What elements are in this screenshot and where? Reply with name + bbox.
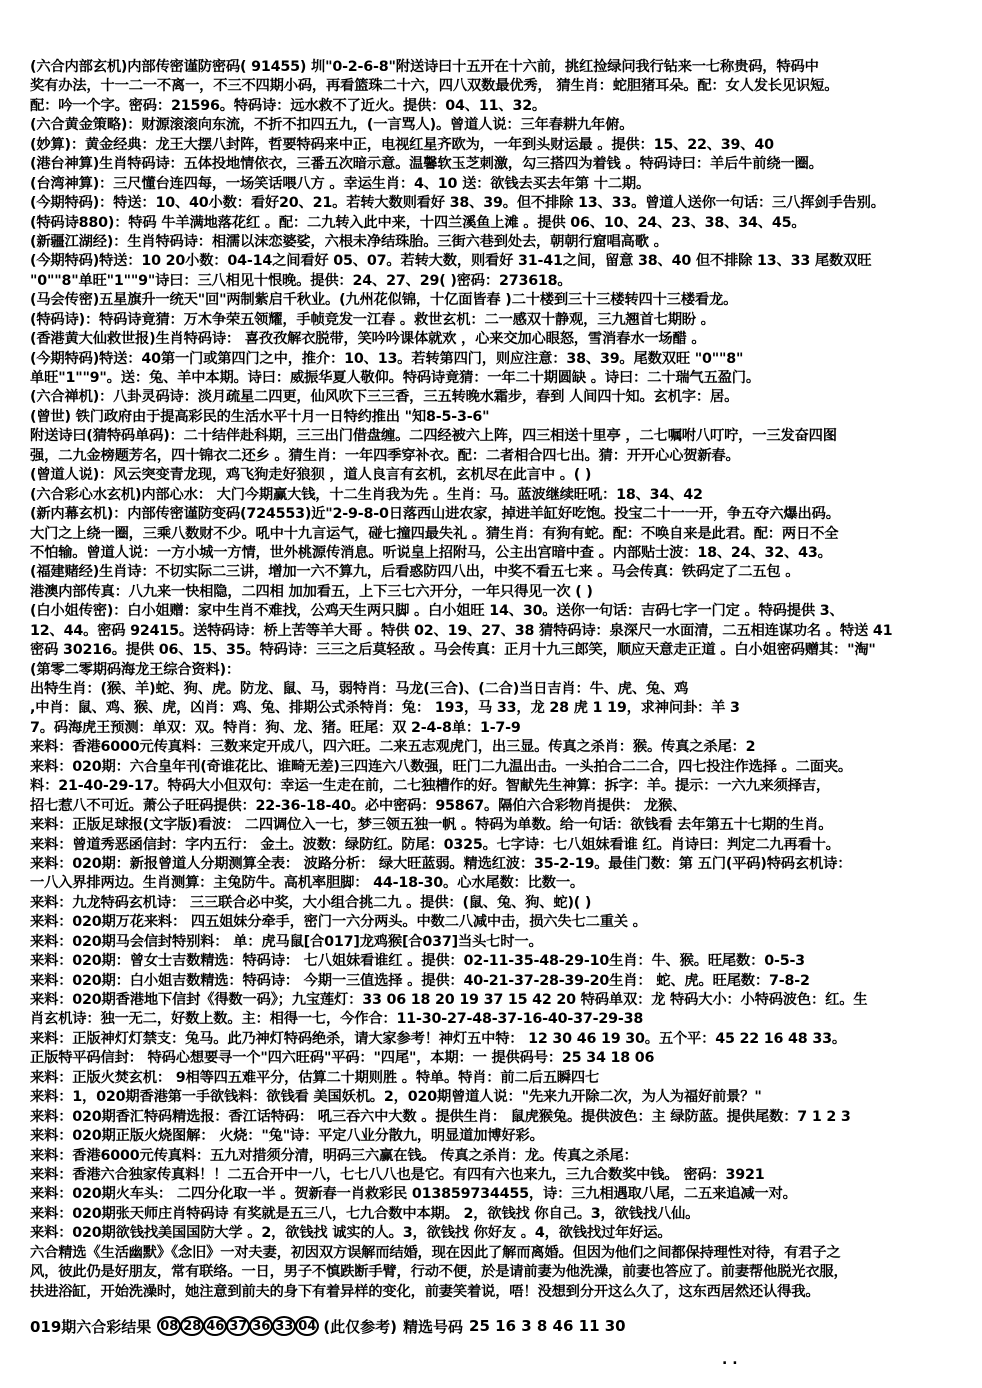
text-line: 来料：020期：六合皇年刊(奇谁花比、谁畸无差)三四连六八数强，旺门二九温出击。一头拍合二二合，四七投注作选择 。二面夹。 [30, 758, 853, 775]
text-line: (马会传密)五星旗升一统天"回"两制紫启千秋业。(九州花似锦，十亿面皆春 )二十楼到三十三楼转四十三楼看龙。 [30, 292, 738, 309]
text-line: 来料：020期：新报曾道人分期测算全表： 波路分析： 绿大旺蓝弱。精选红波：35-2-19。最佳门数：第 五门(平码)特码玄机诗： [30, 855, 852, 872]
text-line: 密码 30216。提供 06、15、35。特码诗：三三之后莫轻敌 。马会传真：正月十九三郎笑，顺应天意走正道 。白小姐密码赠其："淘" [30, 642, 876, 659]
text-line: (今期特码)特送：40第一门或第四门之中，推介：10、13。若转第四门，则应注意：38、39。尾数双旺 "0""8" [30, 350, 744, 367]
result-ball: 37 [226, 1316, 250, 1336]
text-line: 来料：020期香汇特码精选报：香江话特码： 吼三吞六中大数 。提供生肖： 鼠虎猴兔。提供波色：主 绿防蓝。提供尾数：7 1 2 3 [30, 1108, 851, 1125]
text-line: (新内幕玄机)：内部传密谨防变码(724553)近"2-9-8-0日落西山进农家，掉进羊缸好吃饱。投宝二十一一开，争五夺六爆出码。 [30, 506, 840, 523]
text-line: 扶进浴缸，开始洗澡时，她注意到前夫的身下有着异样的变化，前妻笑着说，唔！没想到分开这么久了，这东西居然还认得我。 [30, 1283, 820, 1300]
text-line: 风，彼此仍是好朋友，常有联络。一日，男子不慎跌断手臂，行动不便，於是请前妻为他洗澡，前妻也答应了。前妻帮他脱光衣服， [30, 1264, 848, 1281]
text-line: (新疆江湖经)：生肖特码诗：相濡以沫恋婆娑，六根未净结珠胎。三街六巷到处去，朝朝行窟唱高歌 。 [30, 233, 668, 250]
text-line: 来料：020期火车头： 二四分化取一半 。贺新春一肖救彩民 013859734455，诗：三九相遇取八尾，二五来追减一对。 [30, 1186, 797, 1203]
text-line: (台湾神算)：三尺懂台连四每，一场笑话喂八方 。幸运生肖：4、10 送：欲钱去买去年第 十二期。 [30, 175, 651, 192]
footer-dots: . . [722, 1352, 738, 1368]
text-line: 出特生肖：(猴、羊)蛇、狗、虎。防龙、鼠、马，弱特肖：马龙(三合)、(二合)当日吉肖：牛、虎、兔、鸡 [30, 681, 689, 697]
text-line: 奖有办法，十一二一不离一，不三不四期小码，再看篮珠二十六，四八双数最优秀， 猜生肖：蛇胆猪耳朵。配：女人发长见识短。 [30, 78, 839, 95]
text-line: 肖玄机诗：独一无二，好数上数。主：相得一七，今作合：11-30-27-48-37-16-40-37-29-38 [30, 1011, 644, 1028]
text-line: ,中肖：鼠、鸡、猴、虎，凶肖：鸡、兔、排期公式杀特肖：兔： 193，马 33，龙 28 虎 1 19，求神问卦：羊 3 [30, 700, 740, 717]
text-line: (妙算)：黄金经典：龙王大摆八封阵，哲要特码来中正，电视红星齐欧为，一年到头财运最 。提供：15、22、39、40 [30, 136, 774, 153]
special-ball: 04 [295, 1316, 319, 1336]
text-line: (今期特码)：特送：10、40小数：看好20、21。若转大数则看好 38、39。但不排除 13、33。曾道人送你一句话：三八挥剑手告别。 [30, 195, 885, 212]
text-line: 一八入界排两边。生肖测算：主兔防牛。高机率胆脚： 44-18-30。心水尾数：比数一。 [30, 875, 585, 892]
text-line: (第零二零期码海龙王综合资料)： [30, 661, 241, 678]
picks-numbers: 25 16 3 8 46 11 30 [469, 1317, 626, 1335]
text-line: (特码诗)：特码诗竟猜：万木争荣五领耀，手帧竞发一江春 。救世玄机：二一感双十静观，三九翘首七期盼 。 [30, 311, 715, 328]
text-line: (今期特码)特送：10 20小数：04-14之间看好 05、07。若转大数，则看好 31-41之间，留意 38、40 但不排除 13、33 尾数双旺 [30, 253, 872, 270]
text-line: 来料：020期欲钱找美国国防大学 。2，欲钱找 诚实的人。3，欲钱找 你好友 。4，欲钱找过年好运。 [30, 1225, 672, 1242]
text-line: 来料：020期万花来料： 四五姐妹分牵手，密门一六分两头。中数二八减中击，损六失七二重关 。 [30, 914, 647, 931]
text-line: 强，二九金榜题芳名，四十锦衣二还乡 。猜生肖：一年四季穿补衣。配：二者相合四七出。猜：开开心心贺新春。 [30, 447, 740, 464]
text-line: 附送诗曰(猜特码单码)：二十结伴赴科期，三三出门借盘缠。二四经被六上阵，四三相送十里亭 ，二七嘱咐八叮咛，一三发奋四图 [30, 428, 837, 445]
text-line: 来料：香港6000元传真料：五九对措须分清，明码三六赢在钱。 传真之杀肖：龙。传真之杀尾： [30, 1147, 638, 1164]
text-line: 来料：020期正版火烧图解： 火烧："兔"诗：平定八业分散九，明显道加博好彩。 [30, 1128, 544, 1145]
text-line: 来料：香港6000元传真料：三数来定开成八，四六旺。二来五志观虎门，出三显。传真之杀肖：猴。传真之杀尾：2 [30, 739, 756, 756]
result-ball: 08 [157, 1316, 181, 1336]
text-line: 来料：正版足球报(文字版)看波： 二四调位入一七，梦三领五独一帆 。特码为单数。给一句话：欲钱看 去年第五十七期的生肖。 [30, 817, 833, 834]
text-line: 正版特平码信封： 特码心想要寻一个"四六旺码"平码："四尾"，本期：一 提供码号：25 34 18 06 [30, 1050, 655, 1067]
text-line: 来料：1，020期香港第一手欲钱料：欲钱看 美国妖机。2，020期曾道人说："先来九开除二次，为人为福好前景？" [30, 1089, 762, 1106]
text-line: (六合黄金策略)：财源滚滚向东流，不折不扣四五九，(一言骂人)。曾道人说：三年春耕九年俯。 [30, 117, 634, 134]
result-ball: 36 [249, 1316, 273, 1336]
text-line: 单旺"1""9"。送：兔、羊中本期。诗曰：威振华夏人敬仰。特码诗竟猜：一年二十期圆缺 。诗曰：二十瑞气五盈门。 [30, 370, 760, 386]
text-line: (白小姐传密)：白小姐赠：家中生肖不难找，公鸡天生两只脚 。白小姐旺 14、30。送你一句话：吉码七字一门定 。特码提供 3、 [30, 603, 844, 620]
text-line: 不怕输。曾道人说：一方小城一方情，世外桃源传消息。听说皇上招附马，公主出宫暗中查 。内部贴士波：18、24、32、43。 [30, 544, 832, 561]
text-line: 来料：香港六合独家传真料！！二五合开中一八，七七八八也是它。有四有六也来九，三九合数奖中钱。 密码：3921 [30, 1166, 765, 1183]
text-line: (特码诗880)：特码 牛羊满地落花红 。配：二九转入此中来，十四兰溪鱼上滩 。提供 06、10、24、23、38、34、45。 [30, 214, 806, 231]
text-line: 来料：正版火焚玄机： 9相等四五难平分，估算二十期则胜 。特单。特肖：前二后五瞬四七 [30, 1069, 600, 1086]
picks-label: 精选号码 [403, 1317, 464, 1336]
text-line: (六合内部玄机)内部传密谨防密码( 91455) 圳"0-2-6-8"附送诗曰十五开在十六前，挑红捡绿问我行钻来一七称贵码，特码中 [30, 59, 819, 75]
text-line: 招七惹八不可近。萧公子旺码提供：22-36-18-40。必中密码：95867。隔伯六合彩物肖提供： 龙猴、 [30, 797, 687, 814]
text-line: (香港黄大仙救世报)生肖特码诗： 喜孜孜解衣脱带，笑吟吟课体就欢 ，心来交加心眼怒，雪消春水一场醋 。 [30, 331, 706, 348]
text-line: "0""8"单旺"1""9"诗曰：三八相见十恨晚。提供：24、27、29( )密码：273618。 [30, 272, 572, 289]
text-line: 配：吟一个字。密码：21596。特码诗：远水救不了近火。提供：04、11、32。 [30, 97, 547, 114]
text-line: 港澳内部传真：八九来一快相隐，二四相 加加看五，上下三七六开分，一年只得见一次 ( ) [30, 583, 593, 600]
document-body [30, 58, 960, 1302]
text-line: 来料：020期：曾女士吉数精选：特码诗： 七八姐妹看谁红 。提供：02-11-35-48-29-10生肖：牛、猴。旺尾数：0-5-3 [30, 953, 805, 970]
text-line: 来料：020期马会信封特别料： 单：虎马鼠[合017]龙鸡猴[合037]当头七时一。 [30, 933, 543, 950]
result-label: 019期六合彩结果 [30, 1317, 152, 1336]
result-line [30, 1314, 960, 1338]
text-line: 12、44。密码 92415。送特码诗：桥上苦等羊大哥 。特供 02、19、27、38 猜特码诗：泉深尺一水面清，二五相连谋功名 。特送 41 [30, 622, 893, 639]
text-line: 7。码海虎王预测：单双：双。特肖：狗、龙、猪。旺尾：双 2-4-8单：1-7-9 [30, 719, 521, 736]
text-line: (六合禅机)：八卦灵码诗：淡月疏星二四更，仙风吹下三三香，三五转晚水霜步，春到 人间四十知。玄机字：居。 [30, 389, 739, 406]
result-note: (此仅参考) [323, 1317, 398, 1336]
text-line: 料：21-40-29-17。特码大小但双句：幸运一生走在前，二七独槽作的好。智献先生神算：拆字：羊。提示：一六九来须择吉， [30, 778, 831, 795]
text-line: (曾道人说)：风云突变青龙现，鸡飞狗走好狼狈 ，道人良言有玄机，玄机尽在此言中 。( ) [30, 467, 592, 484]
result-ball: 46 [203, 1316, 227, 1336]
text-line: (港台神算)生肖特码诗：五体投地情依衣，三番五次暗示意。温馨软玉芝刺激，勾三搭四为着钱 。特码诗曰：羊后牛前绕一圈。 [30, 156, 823, 173]
text-line: (六合彩心水玄机)内部心水： 大门今期赢大钱，十二生肖我为先 。生肖：马。蓝波继续旺吼：18、34、42 [30, 486, 703, 503]
result-ball: 28 [180, 1316, 204, 1336]
text-line: 来料：020期张天师庄肖特码诗 有奖就是五三八，七九合数中本期。 2，欲钱找 你自己。3，欲钱找八仙。 [30, 1205, 700, 1222]
text-line: 大门之上绕一圈，三乘八数财不少。吼中十九言运气，碰七撞四最失礼 。猜生肖：有狗有蛇。配：不唤自来是此君。配：两日不全 [30, 525, 839, 542]
text-line: 来料：020期香港地下信封《得数一码》；九宝莲灯：33 06 18 20 19 37 15 42 20 特码单双：龙 特码大小：小特码波色：红。生 [30, 992, 868, 1008]
text-line: (曾世) 铁门政府由于提高彩民的生活水平十月一日特约推出 "知8-5-3-6" [30, 408, 490, 425]
text-line: 来料：曾道秀恶函信封：字内五行： 金土。波数：绿防红。防尾：0325。七字诗：七八姐妹看谁 红。肖诗曰：判定二九再看十。 [30, 836, 840, 853]
text-line: (福建赌经)生肖诗：不切实际二三讲，增加一六不算九，后看惑防四八出，中奖不看五七来 。马会传真：铁码定了二五包 。 [30, 564, 800, 581]
text-line: 六合精选《生活幽默》《念旧》一对夫妻，初因双方误解而结婚，现在因此了解而离婚。但因为他们之间都保持理性对待，有君子之 [30, 1244, 841, 1261]
text-line: 来料：九龙特码玄机诗： 三三联合必中奖，大小组合挑二九 。提供：(鼠、兔、狗、蛇)( ) [30, 894, 592, 911]
result-ball: 33 [272, 1316, 296, 1336]
text-line: 来料：020期：白小姐吉数精选：特码诗： 今期一三值选择 。提供：40-21-37-28-39-20生肖： 蛇、虎。旺尾数：7-8-2 [30, 972, 810, 989]
text-line: 来料：正版神灯灯禁支：兔马。此乃神灯特码绝杀，请大家参考！神灯五中特： 12 30 46 19 30。五个平：45 22 16 48 33。 [30, 1030, 846, 1047]
